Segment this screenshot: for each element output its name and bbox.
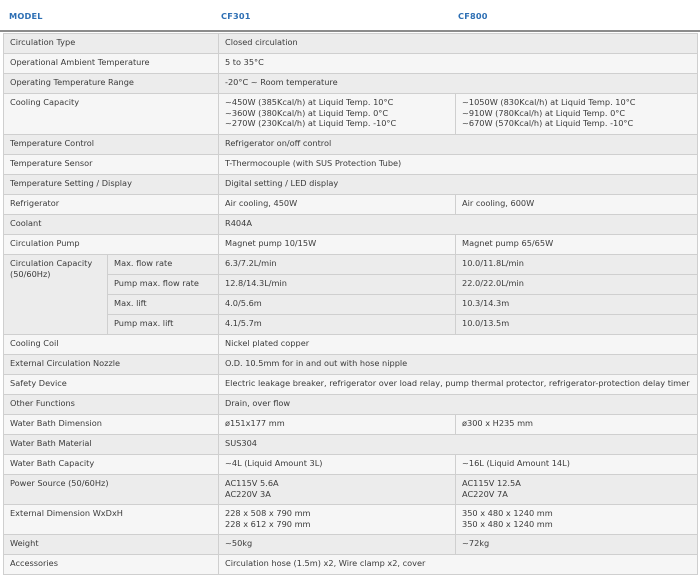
cf800-value (456, 94, 698, 135)
table-row (4, 375, 698, 395)
cf800-value: 22.0/22.0L/min (456, 275, 698, 295)
text-line: AC220V 3A (225, 488, 271, 499)
row-value: O.D. 10.5mm for in and out with hose nipple (219, 355, 698, 375)
cf301-value: ø151x177 mm (219, 415, 456, 435)
row-value: Nickel plated copper (219, 335, 698, 355)
cf800-value: ~72kg (456, 535, 698, 555)
table-row (4, 94, 698, 135)
row-label: Operational Ambient Temperature (4, 54, 219, 74)
row-label: Circulation Pump (4, 235, 219, 255)
table-row (4, 475, 698, 505)
cf800-value: Magnet pump 65/65W (456, 235, 698, 255)
sub-label: Max. flow rate (108, 255, 219, 275)
row-value: Closed circulation (219, 34, 698, 54)
sub-label: Pump max. lift (108, 315, 219, 335)
table-row (4, 135, 698, 155)
row-label: Other Functions (4, 395, 219, 415)
cf800-value (456, 505, 698, 535)
spec-table (3, 33, 698, 575)
table-row (4, 505, 698, 535)
row-label: Coolant (4, 215, 219, 235)
text-line: ~1050W (830Kcal/h) at Liquid Temp. 10°C (462, 97, 636, 107)
row-value: 5 to 35°C (219, 54, 698, 74)
row-value: Drain, over flow (219, 395, 698, 415)
table-row (4, 435, 698, 455)
cf301-value: 12.8/14.3L/min (219, 275, 456, 295)
row-label: External Dimension WxDxH (4, 505, 219, 535)
table-row (4, 555, 698, 575)
row-label: Temperature Sensor (4, 155, 219, 175)
sub-label: Pump max. flow rate (108, 275, 219, 295)
table-row (4, 215, 698, 235)
table-row (4, 395, 698, 415)
table-row (4, 175, 698, 195)
cf301-value: 4.0/5.6m (219, 295, 456, 315)
table-row (4, 275, 698, 295)
table-row (4, 335, 698, 355)
cf301-value: 4.1/5.7m (219, 315, 456, 335)
cf800-value: ø300 x H235 mm (456, 415, 698, 435)
row-label: Water Bath Material (4, 435, 219, 455)
row-value: SUS304 (219, 435, 698, 455)
row-value: Digital setting / LED display (219, 175, 698, 195)
row-label: Water Bath Capacity (4, 455, 219, 475)
cf800-value: 10.0/13.5m (456, 315, 698, 335)
text-line: ~360W (380Kcal/h) at Liquid Temp. 0°C (225, 107, 389, 118)
row-label: External Circulation Nozzle (4, 355, 219, 375)
text-line: ~450W (385Kcal/h) at Liquid Temp. 10°C (225, 97, 394, 107)
cf301-value (219, 94, 456, 135)
table-row (4, 455, 698, 475)
table-row (4, 415, 698, 435)
cf301-value: ~4L (Liquid Amount 3L) (219, 455, 456, 475)
sub-label: Max. lift (108, 295, 219, 315)
row-label: Water Bath Dimension (4, 415, 219, 435)
header-cf301: CF301 (221, 11, 251, 21)
cf800-value (456, 475, 698, 505)
row-value: R404A (219, 215, 698, 235)
row-label: Weight (4, 535, 219, 555)
text-line: AC115V 5.6A (225, 478, 279, 488)
cf800-value: 10.3/14.3m (456, 295, 698, 315)
header-model: MODEL (9, 11, 43, 21)
text-line: ~670W (570Kcal/h) at Liquid Temp. -10°C (462, 118, 634, 129)
table-row (4, 535, 698, 555)
row-label: Power Source (50/60Hz) (4, 475, 219, 505)
text-line: AC220V 7A (462, 488, 508, 499)
text-line: 350 x 480 x 1240 mm (462, 508, 553, 518)
cf301-value: Magnet pump 10/15W (219, 235, 456, 255)
table-row (4, 74, 698, 94)
table-row (4, 355, 698, 375)
row-label: Temperature Setting / Display (4, 175, 219, 195)
cf800-value: 10.0/11.8L/min (456, 255, 698, 275)
row-label: Safety Device (4, 375, 219, 395)
table-row (4, 235, 698, 255)
table-row (4, 155, 698, 175)
cf301-value (219, 505, 456, 535)
text-line: Circulation Capacity (10, 258, 93, 268)
row-label: Temperature Control (4, 135, 219, 155)
row-value: T-Thermocouple (with SUS Protection Tube) (219, 155, 698, 175)
table-row (4, 255, 698, 275)
row-label: Cooling Coil (4, 335, 219, 355)
text-line: (50/60Hz) (10, 268, 51, 279)
cf301-value (219, 475, 456, 505)
row-value: Circulation hose (1.5m) x2, Wire clamp x2, cover (219, 555, 698, 575)
text-line: ~270W (230Kcal/h) at Liquid Temp. -10°C (225, 118, 397, 129)
table-header (0, 0, 700, 32)
row-label: Cooling Capacity (4, 94, 219, 135)
cf800-value: Air cooling, 600W (456, 195, 698, 215)
row-value: Electric leakage breaker, refrigerator over load relay, pump thermal protector, refrigerator-protection delay timer (219, 375, 698, 395)
text-line: 350 x 480 x 1240 mm (462, 518, 553, 529)
row-label: Circulation Type (4, 34, 219, 54)
text-line: 228 x 612 x 790 mm (225, 518, 311, 529)
cf301-value: Air cooling, 450W (219, 195, 456, 215)
row-label: Operating Temperature Range (4, 74, 219, 94)
table-row (4, 315, 698, 335)
row-value: Refrigerator on/off control (219, 135, 698, 155)
table-row (4, 195, 698, 215)
text-line: AC115V 12.5A (462, 478, 521, 488)
row-label: Accessories (4, 555, 219, 575)
row-value: -20°C ~ Room temperature (219, 74, 698, 94)
text-line: ~910W (780Kcal/h) at Liquid Temp. 0°C (462, 107, 626, 118)
header-cf800: CF800 (458, 11, 488, 21)
cf301-value: ~50kg (219, 535, 456, 555)
table-row (4, 54, 698, 74)
table-row (4, 34, 698, 54)
cf301-value: 6.3/7.2L/min (219, 255, 456, 275)
row-label: Refrigerator (4, 195, 219, 215)
circulation-capacity-label (4, 255, 108, 335)
text-line: 228 x 508 x 790 mm (225, 508, 311, 518)
cf800-value: ~16L (Liquid Amount 14L) (456, 455, 698, 475)
table-row (4, 295, 698, 315)
